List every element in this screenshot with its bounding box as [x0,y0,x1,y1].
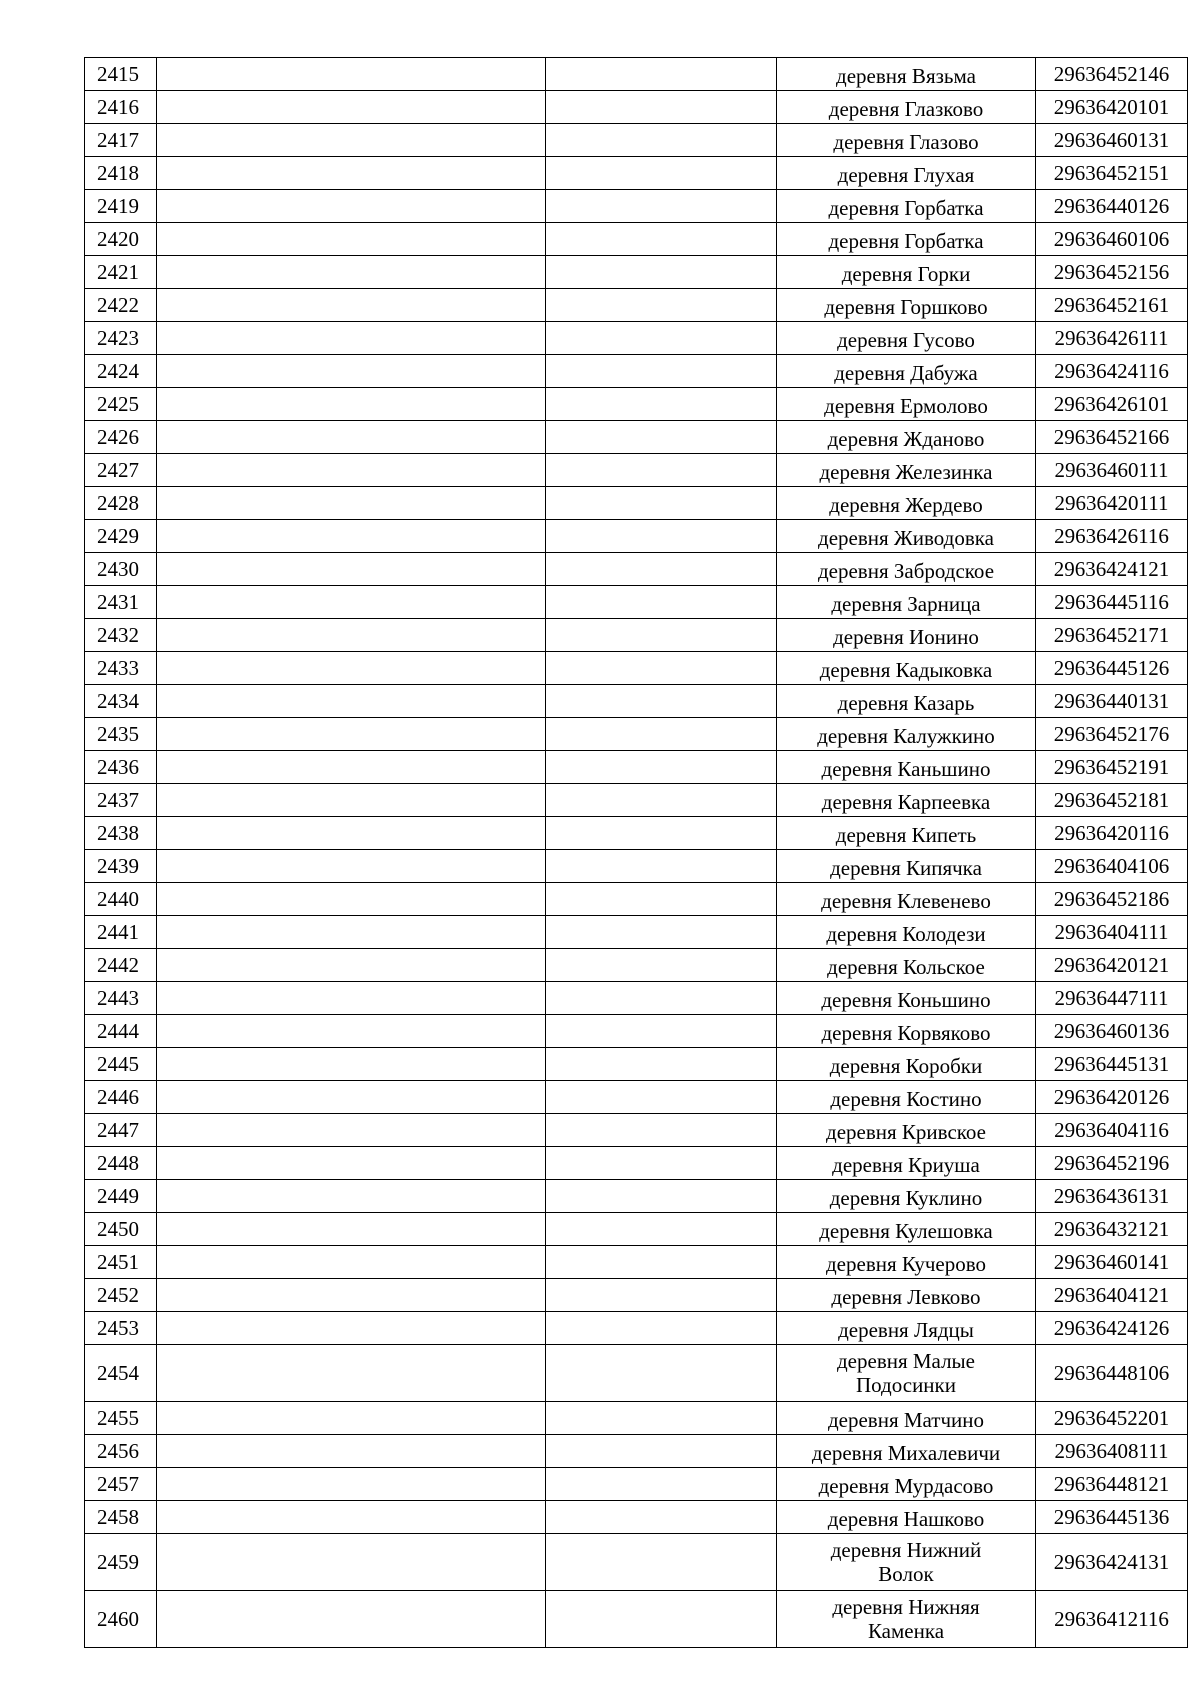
settlement-name-cell: деревня Глухая [777,157,1036,190]
settlement-name-cell: деревня Калужкино [777,718,1036,751]
settlement-name-cell: деревня Кривское [777,1114,1036,1147]
row-number-cell: 2418 [85,157,157,190]
empty-cell [157,1114,546,1147]
oktmo-code-cell: 29636452201 [1036,1402,1188,1435]
table-row [85,388,1188,421]
row-number-cell: 2435 [85,718,157,751]
table-row [85,850,1188,883]
settlement-name-line-1: деревня Нижний [830,1538,982,1562]
empty-cell [157,751,546,784]
row-number-cell: 2420 [85,223,157,256]
row-number-cell: 2417 [85,124,157,157]
settlement-name-cell: деревня Криуша [777,1147,1036,1180]
oktmo-code-cell: 29636424126 [1036,1312,1188,1345]
empty-cell [546,883,777,916]
table-row [85,322,1188,355]
row-number-cell: 2450 [85,1213,157,1246]
row-number-cell: 2431 [85,586,157,619]
row-number-cell: 2422 [85,289,157,322]
oktmo-code-cell: 29636460111 [1036,454,1188,487]
settlement-name-line-2: Каменка [867,1619,945,1643]
table-row [85,190,1188,223]
empty-cell [546,1180,777,1213]
row-number-cell: 2427 [85,454,157,487]
row-number-cell: 2447 [85,1114,157,1147]
empty-cell [157,1246,546,1279]
settlement-name-cell [777,1591,1036,1648]
empty-cell [157,1501,546,1534]
empty-cell [546,1213,777,1246]
settlement-registry-table [84,57,1188,1648]
empty-cell [546,1246,777,1279]
table-row [85,487,1188,520]
oktmo-code-cell: 29636420116 [1036,817,1188,850]
settlement-name-cell: деревня Мурдасово [777,1468,1036,1501]
table-row [85,1048,1188,1081]
oktmo-code-cell: 29636420101 [1036,91,1188,124]
table-row [85,784,1188,817]
oktmo-code-cell: 29636460141 [1036,1246,1188,1279]
empty-cell [546,619,777,652]
empty-cell [157,190,546,223]
row-number-cell: 2437 [85,784,157,817]
settlement-name-cell: деревня Глазково [777,91,1036,124]
oktmo-code-cell: 29636436131 [1036,1180,1188,1213]
empty-cell [546,652,777,685]
table-row [85,619,1188,652]
empty-cell [157,553,546,586]
oktmo-code-cell: 29636448106 [1036,1345,1188,1402]
oktmo-code-cell: 29636445126 [1036,652,1188,685]
empty-cell [157,1345,546,1402]
empty-cell [157,1468,546,1501]
settlement-name-line-2: Подосинки [855,1373,956,1397]
empty-cell [157,652,546,685]
settlement-name-line-1: деревня Нижняя [832,1595,980,1619]
empty-cell [157,1213,546,1246]
oktmo-code-cell: 29636452191 [1036,751,1188,784]
table-row [85,256,1188,289]
row-number-cell: 2454 [85,1345,157,1402]
oktmo-code-cell: 29636404121 [1036,1279,1188,1312]
row-number-cell: 2416 [85,91,157,124]
table-row [85,223,1188,256]
table-row [85,421,1188,454]
empty-cell [546,1468,777,1501]
settlement-name-line-1: деревня Малые [837,1349,975,1373]
table-row [85,949,1188,982]
row-number-cell: 2448 [85,1147,157,1180]
row-number-cell: 2419 [85,190,157,223]
empty-cell [546,1591,777,1648]
row-number-cell: 2439 [85,850,157,883]
oktmo-code-cell: 29636404116 [1036,1114,1188,1147]
oktmo-code-cell: 29636408111 [1036,1435,1188,1468]
empty-cell [546,91,777,124]
oktmo-code-cell: 29636452166 [1036,421,1188,454]
empty-cell [546,1312,777,1345]
empty-cell [157,1279,546,1312]
settlement-name-cell: деревня Кольское [777,949,1036,982]
row-number-cell: 2421 [85,256,157,289]
row-number-cell: 2433 [85,652,157,685]
settlement-name-cell: деревня Ионино [777,619,1036,652]
table-row [85,1534,1188,1591]
empty-cell [546,322,777,355]
empty-cell [546,1279,777,1312]
table-row [85,1246,1188,1279]
empty-cell [546,949,777,982]
empty-cell [157,256,546,289]
settlement-name-cell: деревня Горбатка [777,190,1036,223]
table-row [85,652,1188,685]
empty-cell [546,586,777,619]
oktmo-code-cell: 29636452186 [1036,883,1188,916]
empty-cell [546,1048,777,1081]
oktmo-code-cell: 29636445136 [1036,1501,1188,1534]
empty-cell [546,487,777,520]
row-number-cell: 2455 [85,1402,157,1435]
row-number-cell: 2456 [85,1435,157,1468]
oktmo-code-cell: 29636424131 [1036,1534,1188,1591]
empty-cell [546,1435,777,1468]
empty-cell [546,685,777,718]
table-row [85,1345,1188,1402]
oktmo-code-cell: 29636445116 [1036,586,1188,619]
empty-cell [546,520,777,553]
settlement-name-cell: деревня Вязьма [777,58,1036,91]
settlement-name-cell: деревня Кипячка [777,850,1036,883]
row-number-cell: 2458 [85,1501,157,1534]
settlement-name-cell: деревня Горбатка [777,223,1036,256]
oktmo-code-cell: 29636452181 [1036,784,1188,817]
empty-cell [546,289,777,322]
oktmo-code-cell: 29636424121 [1036,553,1188,586]
empty-cell [157,487,546,520]
empty-cell [546,355,777,388]
oktmo-code-cell: 29636424116 [1036,355,1188,388]
settlement-name-cell: деревня Горки [777,256,1036,289]
empty-cell [546,190,777,223]
table-row [85,1114,1188,1147]
empty-cell [157,949,546,982]
empty-cell [546,751,777,784]
empty-cell [157,520,546,553]
settlement-name-cell: деревня Жданово [777,421,1036,454]
table-row [85,1312,1188,1345]
table-row [85,982,1188,1015]
oktmo-code-cell: 29636440126 [1036,190,1188,223]
empty-cell [157,1591,546,1648]
table-row [85,1279,1188,1312]
empty-cell [157,322,546,355]
oktmo-code-cell: 29636452196 [1036,1147,1188,1180]
oktmo-code-cell: 29636460106 [1036,223,1188,256]
settlement-name-cell [777,1534,1036,1591]
empty-cell [157,586,546,619]
oktmo-code-cell: 29636426101 [1036,388,1188,421]
empty-cell [157,619,546,652]
oktmo-code-cell: 29636452156 [1036,256,1188,289]
empty-cell [157,850,546,883]
empty-cell [546,421,777,454]
oktmo-code-cell: 29636452151 [1036,157,1188,190]
oktmo-code-cell: 29636460131 [1036,124,1188,157]
row-number-cell: 2428 [85,487,157,520]
settlement-name-cell: деревня Кучерово [777,1246,1036,1279]
table-row [85,1435,1188,1468]
empty-cell [546,916,777,949]
empty-cell [546,1501,777,1534]
empty-cell [546,454,777,487]
row-number-cell: 2449 [85,1180,157,1213]
settlement-name-line-2: Волок [878,1562,934,1586]
oktmo-code-cell: 29636432121 [1036,1213,1188,1246]
oktmo-code-cell: 29636440131 [1036,685,1188,718]
empty-cell [546,388,777,421]
table-row [85,883,1188,916]
table-row [85,817,1188,850]
settlement-name-cell: деревня Михалевичи [777,1435,1036,1468]
row-number-cell: 2451 [85,1246,157,1279]
empty-cell [546,1081,777,1114]
settlement-name-cell: деревня Левково [777,1279,1036,1312]
empty-cell [157,784,546,817]
row-number-cell: 2438 [85,817,157,850]
settlement-name-cell: деревня Корвяково [777,1015,1036,1048]
table-row [85,1591,1188,1648]
row-number-cell: 2436 [85,751,157,784]
settlement-name-cell: деревня Железинка [777,454,1036,487]
row-number-cell: 2440 [85,883,157,916]
empty-cell [546,124,777,157]
oktmo-code-cell: 29636404106 [1036,850,1188,883]
empty-cell [157,223,546,256]
oktmo-code-cell: 29636426111 [1036,322,1188,355]
row-number-cell: 2459 [85,1534,157,1591]
empty-cell [546,817,777,850]
empty-cell [157,157,546,190]
settlement-name-cell: деревня Дабужа [777,355,1036,388]
table-row [85,1180,1188,1213]
settlement-name-cell: деревня Лядцы [777,1312,1036,1345]
row-number-cell: 2445 [85,1048,157,1081]
row-number-cell: 2429 [85,520,157,553]
table-row [85,586,1188,619]
settlement-name-cell: деревня Живодовка [777,520,1036,553]
row-number-cell: 2423 [85,322,157,355]
row-number-cell: 2443 [85,982,157,1015]
settlement-name-cell: деревня Куклино [777,1180,1036,1213]
table-row [85,1015,1188,1048]
empty-cell [157,1435,546,1468]
empty-cell [157,685,546,718]
empty-cell [157,1402,546,1435]
row-number-cell: 2442 [85,949,157,982]
row-number-cell: 2453 [85,1312,157,1345]
settlement-name-cell: деревня Кадыковка [777,652,1036,685]
row-number-cell: 2460 [85,1591,157,1648]
oktmo-code-cell: 29636452176 [1036,718,1188,751]
settlement-name-cell: деревня Нашково [777,1501,1036,1534]
table-row [85,58,1188,91]
table-row [85,916,1188,949]
table-row [85,1468,1188,1501]
empty-cell [546,718,777,751]
table-row [85,355,1188,388]
row-number-cell: 2444 [85,1015,157,1048]
empty-cell [157,982,546,1015]
empty-cell [157,58,546,91]
oktmo-code-cell: 29636460136 [1036,1015,1188,1048]
settlement-name-cell: деревня Коньшино [777,982,1036,1015]
table-body [85,58,1188,1648]
settlement-name-cell: деревня Кулешовка [777,1213,1036,1246]
empty-cell [157,1081,546,1114]
settlement-name-cell: деревня Ермолово [777,388,1036,421]
settlement-name-cell: деревня Забродское [777,553,1036,586]
row-number-cell: 2452 [85,1279,157,1312]
empty-cell [157,883,546,916]
oktmo-code-cell: 29636412116 [1036,1591,1188,1648]
oktmo-code-cell: 29636404111 [1036,916,1188,949]
oktmo-code-cell: 29636426116 [1036,520,1188,553]
empty-cell [546,1534,777,1591]
settlement-name-cell [777,1345,1036,1402]
empty-cell [546,58,777,91]
empty-cell [157,817,546,850]
table-row [85,553,1188,586]
row-number-cell: 2432 [85,619,157,652]
empty-cell [546,256,777,289]
oktmo-code-cell: 29636448121 [1036,1468,1188,1501]
settlement-name-cell: деревня Казарь [777,685,1036,718]
empty-cell [546,1345,777,1402]
table-row [85,1147,1188,1180]
table-row [85,1501,1188,1534]
table-row [85,751,1188,784]
table-row [85,1213,1188,1246]
table-row [85,1402,1188,1435]
table-row [85,289,1188,322]
table-row [85,157,1188,190]
empty-cell [157,388,546,421]
settlement-name-cell: деревня Жердево [777,487,1036,520]
empty-cell [157,1180,546,1213]
oktmo-code-cell: 29636452146 [1036,58,1188,91]
settlement-name-cell: деревня Колодези [777,916,1036,949]
empty-cell [157,289,546,322]
empty-cell [157,1147,546,1180]
empty-cell [157,454,546,487]
settlement-name-cell: деревня Зарница [777,586,1036,619]
empty-cell [157,1312,546,1345]
empty-cell [546,553,777,586]
oktmo-code-cell: 29636445131 [1036,1048,1188,1081]
settlement-name-cell: деревня Каньшино [777,751,1036,784]
settlement-name-cell: деревня Коробки [777,1048,1036,1081]
empty-cell [546,1015,777,1048]
oktmo-code-cell: 29636452161 [1036,289,1188,322]
table-row [85,124,1188,157]
empty-cell [546,982,777,1015]
settlement-name-cell: деревня Матчино [777,1402,1036,1435]
empty-cell [157,421,546,454]
empty-cell [157,1534,546,1591]
oktmo-code-cell: 29636420121 [1036,949,1188,982]
row-number-cell: 2434 [85,685,157,718]
empty-cell [546,850,777,883]
table-row [85,520,1188,553]
empty-cell [546,1114,777,1147]
table-row [85,718,1188,751]
settlement-name-cell: деревня Кипеть [777,817,1036,850]
oktmo-code-cell: 29636420111 [1036,487,1188,520]
empty-cell [157,355,546,388]
row-number-cell: 2425 [85,388,157,421]
row-number-cell: 2426 [85,421,157,454]
settlement-name-cell: деревня Клевенево [777,883,1036,916]
oktmo-code-cell: 29636452171 [1036,619,1188,652]
empty-cell [546,157,777,190]
empty-cell [157,1048,546,1081]
empty-cell [157,124,546,157]
empty-cell [157,718,546,751]
empty-cell [546,784,777,817]
settlement-name-cell: деревня Горшково [777,289,1036,322]
empty-cell [157,1015,546,1048]
settlement-name-cell: деревня Глазово [777,124,1036,157]
settlement-name-cell: деревня Карпеевка [777,784,1036,817]
row-number-cell: 2415 [85,58,157,91]
empty-cell [546,1402,777,1435]
row-number-cell: 2457 [85,1468,157,1501]
empty-cell [546,1147,777,1180]
table-row [85,454,1188,487]
empty-cell [546,223,777,256]
settlement-name-cell: деревня Гусово [777,322,1036,355]
row-number-cell: 2446 [85,1081,157,1114]
row-number-cell: 2430 [85,553,157,586]
table-row [85,1081,1188,1114]
table-row [85,91,1188,124]
table-row [85,685,1188,718]
oktmo-code-cell: 29636420126 [1036,1081,1188,1114]
settlement-name-cell: деревня Костино [777,1081,1036,1114]
empty-cell [157,916,546,949]
row-number-cell: 2424 [85,355,157,388]
row-number-cell: 2441 [85,916,157,949]
oktmo-code-cell: 29636447111 [1036,982,1188,1015]
empty-cell [157,91,546,124]
